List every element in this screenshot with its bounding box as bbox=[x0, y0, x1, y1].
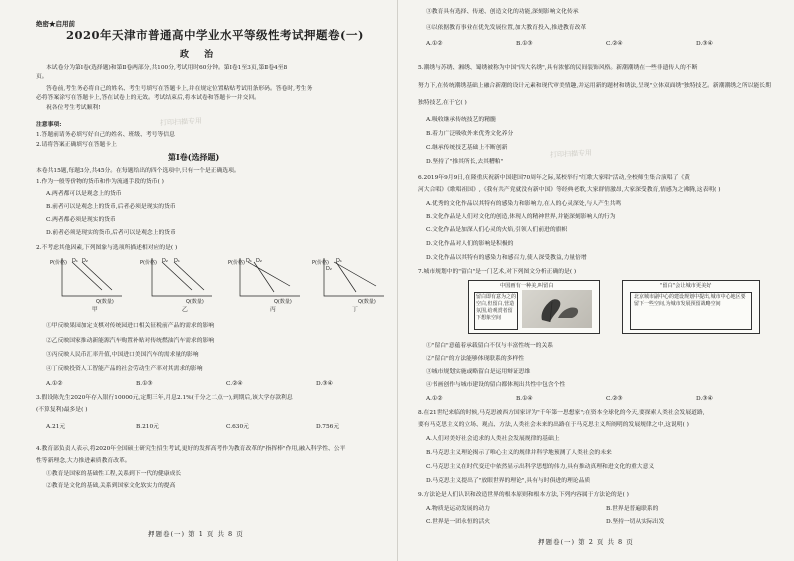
notes-title: 注意事项: bbox=[36, 122, 62, 128]
q3-option-a: A.21元 bbox=[46, 424, 66, 430]
q4-item-4: ④以依据教育事业在优先发展位置,加大教育投入,推进教育改革 bbox=[426, 25, 587, 31]
q3-option-d: D.756元 bbox=[316, 424, 340, 430]
q7-right-text: 北京城市副中心的建设规划中提出,城市中心地区要留下一些空间,为城市发展预留战略空间 bbox=[630, 292, 752, 330]
q4-stem-cont: 性等新理念,大力推进素质教育改革。 bbox=[36, 458, 131, 464]
q4-option-a: A.①② bbox=[426, 41, 443, 47]
q7-left-caption: 中国画有一种美,叫留白 bbox=[500, 283, 554, 289]
q7-item-1: ①"留白"意蕴着承载留白不仅与丰富性统一的关系 bbox=[426, 343, 554, 349]
q3-option-b: B.210元 bbox=[136, 424, 159, 430]
q4-item-3: ③教育具有选择、传递、创造文化的功能,深刻影响文化传承 bbox=[426, 9, 579, 15]
q6-option-d: D.文化作品对人们的影响是积极的 bbox=[426, 241, 514, 247]
graph-price-label: P(价格) bbox=[50, 260, 67, 266]
demand-graph-jia bbox=[50, 256, 124, 304]
q2-item-4: ④丁反映投资人工智能产品的社会劳动生产率对其需求的影响 bbox=[46, 366, 203, 372]
graph-label-yi: 乙 bbox=[182, 307, 188, 313]
graph-price-label: P(价格) bbox=[228, 260, 245, 266]
q7-stem: 7.城市规划中的"留白"是一门艺术,对下列图文分析正确的是( ) bbox=[418, 269, 577, 275]
q9-option-d: D.坚持一切从实际出发 bbox=[606, 519, 665, 525]
graph-qty-label: Q(数量) bbox=[274, 299, 292, 305]
demand-graph-bing bbox=[228, 256, 302, 304]
q6-option-d-alt: D.文化作品以其特有的感染力和感召力,使人深受教益,力量倍增 bbox=[426, 255, 587, 261]
q2-item-1: ①甲反映果园加定支棋对传统园进口相关征税前产品的需求的影响 bbox=[46, 323, 215, 329]
q6-stem-2: 河大合唱》《歌唱祖国》,《我有共产党就没有新中国》等经典老歌,大家群情激昂,大家深受教育,情感为之沸腾,这表明( ) bbox=[418, 187, 721, 193]
graph-d1-label: D₁ bbox=[336, 258, 342, 264]
q7-option-d: D.③④ bbox=[696, 396, 713, 402]
q1-option-b: B.前者可以是观念上的货币,后者必须是现实的货币 bbox=[46, 204, 176, 210]
section-intro: 本卷共15题,每题3分,共45分。在每题给出的四个选项中,只有一个是正确选项。 bbox=[36, 168, 240, 174]
q1-option-d: D.前者必须是现实的货币,后者可以是观念上的货币 bbox=[46, 230, 176, 236]
q8-stem-1: 8.在21世纪来临的时候,马克思被西方国家评为"千年第一思想家";在资本全球化的今天,要探索人类社会发展道路, bbox=[418, 410, 705, 416]
intro-line-4: 必将答案涂写在答题卡上,答在试卷上的无效。考试结束后,将本试卷和答题卡一并交回。 bbox=[36, 95, 260, 101]
note-2: 2.请将答案正确填写在答题卡上 bbox=[36, 142, 117, 148]
q9-option-b: B.世界是普遍联系的 bbox=[606, 506, 659, 512]
q5-option-a: A.吸收继承传统技艺的精髓 bbox=[426, 117, 496, 123]
q2-option-a: A.①② bbox=[46, 381, 63, 387]
page-right bbox=[397, 0, 794, 561]
q1-option-c: C.两者都必须是现实的货币 bbox=[46, 217, 116, 223]
q7-item-4: ④书画创作与城市建设的留白都体现出共性中包含个性 bbox=[426, 382, 566, 388]
q6-option-b: B.文化作品是人们对文化的创造,体现人的精神世界,并能深刻影响人的行为 bbox=[426, 214, 616, 220]
q6-option-c: C.文化作品是加深人们心灵的火焰,引领人们前进的旗帜 bbox=[426, 227, 568, 233]
intro-line-5: 祝各位考生考试顺利! bbox=[46, 105, 101, 111]
graph-qty-label: Q(数量) bbox=[186, 299, 204, 305]
graph-price-label: P(价格) bbox=[312, 260, 329, 266]
scan-stamp: 打印扫描专用 bbox=[159, 116, 203, 128]
demand-graph-ding bbox=[312, 256, 386, 304]
q4-option-c: C.②④ bbox=[606, 41, 623, 47]
subject-title: 政 治 bbox=[180, 50, 220, 60]
q5-stem-3: 独特技艺,在于它( ) bbox=[418, 100, 467, 106]
intro-line-2: 页。 bbox=[36, 74, 48, 80]
graph-d2-label: D₂ bbox=[82, 258, 88, 264]
q6-option-a: A.优秀的文化作品以其特有的感染力和影响力,在人的心灵深处,与人产生共鸣 bbox=[426, 201, 622, 207]
q4-item-1: ①教育是国家的基础性工程,关系到下一代的健康成长 bbox=[46, 471, 182, 477]
graph-price-label: P(价格) bbox=[140, 260, 157, 266]
q7-option-a: A.①② bbox=[426, 396, 443, 402]
graph-d1-label: D₁ bbox=[72, 258, 78, 264]
q5-option-c: C.继承传统技艺基础上不断创新 bbox=[426, 145, 508, 151]
graph-d2-label: D₂ bbox=[162, 258, 168, 264]
q2-option-c: C.②④ bbox=[226, 381, 243, 387]
q2-option-b: B.①③ bbox=[136, 381, 153, 387]
page-footer-left: 押题卷(一) 第 1 页 共 8 页 bbox=[148, 530, 244, 538]
graph-d1-label: D₁ bbox=[174, 258, 180, 264]
graph-qty-label: Q(数量) bbox=[358, 299, 376, 305]
graph-d1-label: D₁ bbox=[246, 258, 252, 264]
q7-item-2: ②"留白"的方法能够体现联系的多样性 bbox=[426, 356, 525, 362]
graph-label-bing: 丙 bbox=[270, 307, 276, 313]
q2-item-2: ②乙反映国家推动新能源汽车购置补贴对传统燃油汽车需求的影响 bbox=[46, 338, 215, 344]
q8-option-c: C.马克思主义在时代变迁中依然显示出科学思想的伟力,具有推动真理和进文化的重大意义 bbox=[426, 464, 655, 470]
q2-item-3: ③丙反映人民币汇率升值,中国进口美国汽车的需求量的影响 bbox=[46, 352, 199, 358]
graph-label-ding: 丁 bbox=[352, 307, 358, 313]
graph-d2-label: D₂ bbox=[256, 258, 262, 264]
q7-option-c: C.②③ bbox=[606, 396, 623, 402]
q1-option-a: A.两者都可以是观念上的货币 bbox=[46, 191, 122, 197]
graph-d2-label: D₂ bbox=[326, 266, 332, 272]
q8-stem-2: 要有马克思主义的立场、观点、方法,人类社会未来的出路在于马克思主义所阐明的发展规律之中,这说明( ) bbox=[418, 422, 689, 428]
q1-stem: 1.作为一般等价物的货币和作为流通手段的货币( ) bbox=[36, 179, 164, 185]
ink-painting-image bbox=[522, 290, 592, 328]
graph-label-jia: 甲 bbox=[92, 307, 98, 313]
q7-option-b: B.①④ bbox=[516, 396, 533, 402]
q8-option-b: B.马克思主义理论揭示了唯心主义的规律并科学地预测了人类社会的未来 bbox=[426, 450, 612, 456]
demand-graph-yi bbox=[140, 256, 214, 304]
q7-item-3: ③城市规划实施或略留白是运用辩证思维 bbox=[426, 369, 531, 375]
section-title: 第Ⅰ卷(选择题) bbox=[168, 152, 220, 162]
q9-stem: 9.方法论是人们认识和改造世界的根本原则和根本方法,下列内容属于方法论的是( ) bbox=[418, 492, 629, 498]
q5-option-b: B.着力广泛吸收外来优秀文化养分 bbox=[426, 131, 514, 137]
q7-left-text: 留白即有意为之的空白,但留白,营造氛围,给观赏者留下想象空间 bbox=[474, 292, 518, 330]
scan-stamp: 打印扫描专用 bbox=[549, 148, 593, 160]
q6-stem-1: 6.2019年9月9日,在隆重庆祝新中国建国70周年之际,某校举行"红歌大家唱"活动,全校师生集合演唱了《黄 bbox=[418, 175, 690, 181]
q7-right-caption: "留白"会让城市更美好 bbox=[660, 283, 712, 289]
note-1: 1.答题前请务必填写好自己的姓名、班级、考号等信息 bbox=[36, 132, 175, 138]
q2-option-d: D.③④ bbox=[316, 381, 333, 387]
secret-label: 绝密★启用前 bbox=[36, 20, 75, 28]
q4-stem: 4.教育部负责人表示,将2020年全国硕士研究生招生考试,更好的发挥高考作为教育改革的"指挥棒"作用,融入科学性、公平 bbox=[36, 446, 346, 452]
exam-title: 2020年天津市普通高中学业水平等级性考试押题卷(一) bbox=[66, 28, 364, 42]
q2-stem: 2.不考虑其他因素,下列图象与选项所描述相对应的是( ) bbox=[36, 245, 178, 251]
q8-option-d: D.马克思主义提出了"放眼世界的理论",具有与时俱进的理论品质 bbox=[426, 478, 591, 484]
page-footer-right: 押题卷(一) 第 2 页 共 8 页 bbox=[538, 538, 634, 546]
q4-item-2: ②教育是文化的基础,关系到国家文化软实力的提高 bbox=[46, 483, 176, 489]
q3-stem-cont: (不算复利)最多是( ) bbox=[36, 407, 88, 413]
graph-qty-label: Q(数量) bbox=[96, 299, 114, 305]
q5-stem-1: 5.潮绣与苏绣、湘绣、蜀绣被称为中国"四大名绣",具有浓郁的民间装饰风格。新潮潮绣在一些非遗传人的不断 bbox=[418, 65, 698, 71]
q5-stem-2: 努力下,在传统潮绣基础上融合新潮的设计元素和现代审美情趣,并运用新的题材和绣法,呈现"立体双面绣"独特技艺。新潮潮绣之所以能长期 bbox=[418, 83, 771, 89]
q4-option-d: D.③④ bbox=[696, 41, 713, 47]
intro-line-3: 答卷前,考生务必将自己的姓名、考生号填写在答题卡上,并在规定位置粘贴考试用条形码。答卷时,考生务 bbox=[46, 86, 313, 92]
q9-option-c: C.世界是一团永恒的活火 bbox=[426, 519, 491, 525]
q9-option-a: A.物质是运动发展的动力 bbox=[426, 506, 490, 512]
q3-stem: 3.假设陈先生2020年存入银行10000元,定期三年,月息2.1%(千分之二点一),到期后,该大学存款利息 bbox=[36, 395, 293, 401]
intro-line-1: 本试卷分为第Ⅰ卷(选择题)和第Ⅱ卷两部分,共100分,考试用时60分钟。第Ⅰ卷1至3页,第Ⅱ卷4至8 bbox=[46, 65, 288, 71]
q3-option-c: C.630元 bbox=[226, 424, 249, 430]
q5-option-d: D.坚持了"推其所长,去其糟粕" bbox=[426, 159, 504, 165]
q4-option-b: B.①③ bbox=[516, 41, 533, 47]
q8-option-a: A.人们对美好社会追求的人类社会发展规律的基础上 bbox=[426, 436, 560, 442]
